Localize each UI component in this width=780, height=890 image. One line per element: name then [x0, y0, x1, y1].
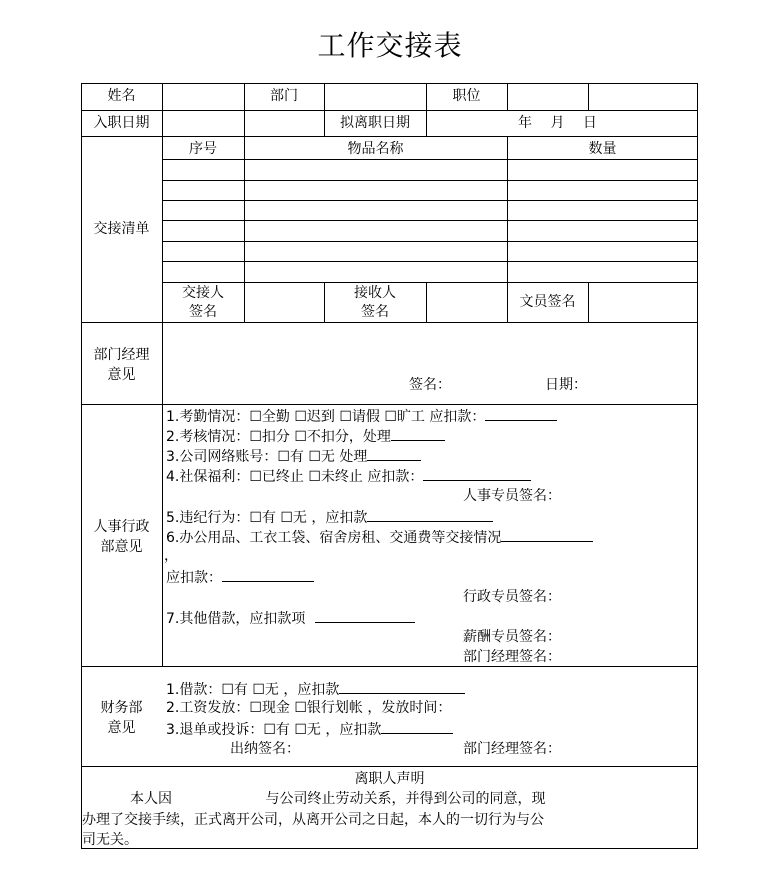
name-label: 姓名 — [107, 88, 136, 104]
hr-label-2: 部意见 — [100, 539, 143, 555]
hr-line-supplies-comma: ， — [164, 548, 178, 564]
deduction-blank — [381, 719, 453, 734]
finance-line-complaint — [166, 719, 453, 739]
column-divider — [244, 136, 245, 322]
column-divider — [426, 282, 427, 322]
list-divider — [162, 261, 698, 262]
receiver-sign-label-2: 签名 — [361, 304, 389, 320]
list-divider — [162, 282, 698, 283]
hr-line-other-text: 7.其他借款，应扣款项 — [166, 611, 306, 627]
admin-specialist-sign: 行政专员签名： — [463, 589, 561, 605]
hr-line-social — [166, 466, 531, 486]
date-format: 年 月 日 — [518, 115, 597, 131]
list-divider — [162, 241, 698, 242]
finance-label-2: 意见 — [107, 720, 136, 736]
handover-sign-label-2: 签名 — [189, 304, 217, 320]
hr-line-attendance — [166, 406, 557, 426]
deduction-blank — [423, 466, 531, 481]
row-divider — [81, 136, 698, 137]
hr-specialist-sign: 人事专员签名： — [463, 488, 561, 504]
col-seq-header: 序号 — [189, 141, 217, 157]
hr-line-supplies-text: 6.办公用品、工衣工袋、宿舍房租、交通费等交接情况 — [166, 530, 502, 546]
hr-line-assessment — [166, 426, 445, 446]
column-divider — [507, 83, 508, 110]
list-divider — [162, 220, 698, 221]
dept-label: 部门 — [270, 88, 298, 104]
row-divider — [81, 666, 698, 667]
finance-line-complaint-text: 3.退单或投诉：☐有 ☐无 ，应扣款 — [166, 722, 382, 738]
handle-blank — [367, 446, 421, 461]
declaration-line-1: 本人因 与公司终止劳动关系，并得到公司的同意，现 — [130, 791, 546, 807]
position-label: 职位 — [452, 88, 481, 104]
deduction-blank — [339, 679, 465, 694]
declaration-title: 离职人声明 — [354, 771, 425, 787]
hr-manager-sign: 部门经理签名： — [463, 649, 561, 665]
row-divider — [81, 404, 698, 405]
cashier-sign: 出纳签名： — [230, 741, 300, 757]
row-divider — [81, 110, 698, 111]
hr-line-other — [166, 608, 415, 628]
list-divider — [162, 180, 698, 181]
receiver-sign-label: 接收人 — [354, 285, 396, 301]
hr-line-network — [166, 446, 421, 466]
hr-line-supplies-deduction — [166, 567, 314, 587]
finance-label: 财务部 — [100, 700, 143, 716]
entry-date-label: 入职日期 — [93, 115, 150, 131]
dept-manager-label-2: 意见 — [107, 367, 136, 383]
hr-line-discipline-text: 5.违纪行为：☐有 ☐无 ，应扣款 — [166, 510, 368, 526]
list-divider — [162, 159, 698, 160]
list-divider — [162, 200, 698, 201]
deduction-blank — [315, 608, 415, 623]
hr-line-attendance-text: 1.考勤情况：☐全勤 ☐迟到 ☐请假 ☐旷工 应扣款： — [166, 409, 486, 425]
deduction-blank — [367, 507, 493, 522]
row-divider — [81, 766, 698, 767]
finance-line-loan — [166, 679, 465, 699]
deduction-blank — [222, 567, 314, 582]
row-divider — [81, 322, 698, 323]
hr-line-network-text: 3.公司网络账号：☐有 ☐无 处理 — [166, 449, 368, 465]
finance-manager-sign: 部门经理签名： — [463, 741, 561, 757]
dept-manager-sign: 签名： — [409, 377, 451, 393]
hr-line-supplies-deduction-text: 应扣款： — [166, 570, 222, 586]
finance-line-salary: 2.工资发放：☐现金 ☐银行划帐 ，发放时间： — [166, 700, 452, 716]
hr-line-discipline — [166, 507, 493, 527]
page-title: 工作交接表 — [317, 29, 463, 62]
hr-label: 人事行政 — [93, 519, 150, 535]
finance-line-loan-text: 1.借款：☐有 ☐无 ，应扣款 — [166, 682, 340, 698]
declaration-line-3: 司无关。 — [82, 832, 138, 848]
handle-blank — [391, 426, 445, 441]
handover-section-label: 交接清单 — [93, 221, 150, 237]
deduction-blank — [485, 406, 557, 421]
col-item-header: 物品名称 — [347, 141, 404, 157]
salary-specialist-sign: 薪酬专员签名： — [463, 629, 561, 645]
hr-line-supplies — [166, 527, 593, 547]
handover-sign-label: 交接人 — [182, 285, 224, 301]
hr-line-social-text: 4.社保福利：☐已终止 ☐未终止 应扣款： — [166, 469, 424, 485]
hr-line-assessment-text: 2.考核情况：☐扣分 ☐不扣分，处理 — [166, 429, 391, 445]
supplies-blank — [501, 527, 593, 542]
dept-manager-label: 部门经理 — [93, 347, 150, 363]
clerk-sign-label: 文员签名 — [519, 294, 576, 310]
leave-date-label: 拟离职日期 — [340, 115, 410, 131]
column-divider — [588, 282, 589, 322]
col-qty-header: 数量 — [588, 141, 617, 157]
declaration-line-2: 办理了交接手续，正式离开公司，从离开公司之日起，本人的一切行为与公 — [82, 812, 544, 828]
column-divider — [162, 83, 163, 666]
dept-manager-date: 日期： — [545, 377, 587, 393]
column-divider — [588, 83, 589, 110]
